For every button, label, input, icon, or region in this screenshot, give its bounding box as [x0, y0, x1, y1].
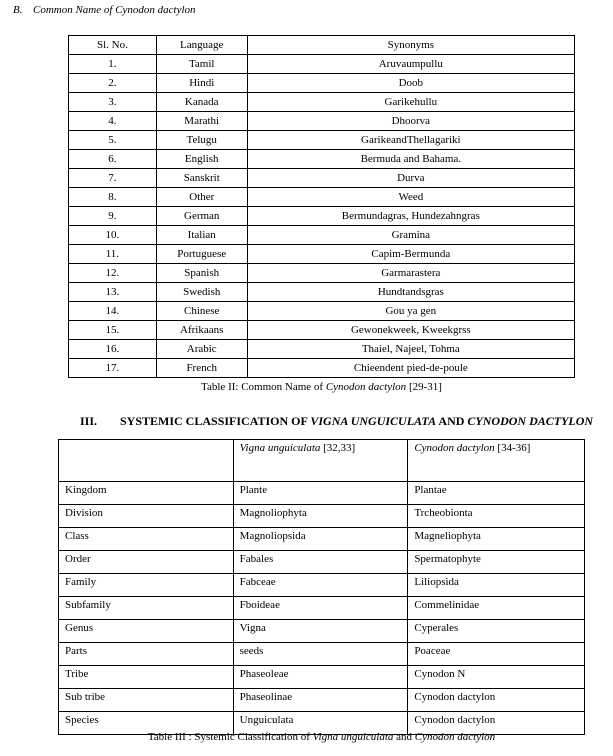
table-row	[69, 283, 575, 302]
cell-synonyms: Thaiel, Najeel, Tohma	[247, 340, 574, 359]
heading-prefix: SYSTEMIC CLASSIFICATION OF	[120, 414, 311, 428]
cell-vigna: Fabales	[233, 551, 408, 574]
cell-vigna: Plante	[233, 482, 408, 505]
cell-language: Hindi	[156, 74, 247, 93]
table-row	[59, 643, 585, 666]
cell-vigna: Fboideae	[233, 597, 408, 620]
cell-synonyms: Garmarastera	[247, 264, 574, 283]
cell-language: Other	[156, 188, 247, 207]
cell-sl-no: 8.	[69, 188, 157, 207]
table-row	[59, 551, 585, 574]
cell-cynodon: Spermatophyte	[408, 551, 585, 574]
cell-rank: Subfamily	[59, 597, 234, 620]
cynodon-ref: [34-36]	[494, 442, 531, 454]
header-cynodon	[408, 440, 585, 482]
cell-synonyms: Bermuda and Bahama.	[247, 150, 574, 169]
caption-mid: and	[393, 731, 415, 743]
cell-rank: Kingdom	[59, 482, 234, 505]
cell-cynodon: Magneliophyta	[408, 528, 585, 551]
section-letter: B.	[13, 4, 23, 16]
table-row	[69, 321, 575, 340]
cell-sl-no: 10.	[69, 226, 157, 245]
table-row	[69, 93, 575, 112]
cell-cynodon: Liliopsida	[408, 574, 585, 597]
cell-language: French	[156, 359, 247, 378]
cell-cynodon: Cyperales	[408, 620, 585, 643]
cell-language: Sanskrit	[156, 169, 247, 188]
table-row	[69, 226, 575, 245]
cell-language: Swedish	[156, 283, 247, 302]
cell-vigna: Phaseolinae	[233, 689, 408, 712]
cell-rank: Genus	[59, 620, 234, 643]
cell-rank: Class	[59, 528, 234, 551]
cell-sl-no: 4.	[69, 112, 157, 131]
table-row	[69, 340, 575, 359]
cell-synonyms: Gramina	[247, 226, 574, 245]
cell-sl-no: 5.	[69, 131, 157, 150]
header-language: Language	[156, 36, 247, 55]
caption-species-1: Vigna unguiculata	[312, 731, 394, 743]
cell-rank: Family	[59, 574, 234, 597]
cell-language: Portuguese	[156, 245, 247, 264]
cell-sl-no: 7.	[69, 169, 157, 188]
cell-cynodon: Plantae	[408, 482, 585, 505]
cell-sl-no: 13.	[69, 283, 157, 302]
vigna-name: Vigna unguiculata	[239, 442, 321, 454]
cell-vigna: Unguiculata	[233, 712, 408, 735]
header-synonyms: Synonyms	[247, 36, 574, 55]
cell-synonyms: Garikehullu	[247, 93, 574, 112]
cell-cynodon: Trcheobionta	[408, 505, 585, 528]
cell-sl-no: 2.	[69, 74, 157, 93]
table-row	[59, 505, 585, 528]
cell-rank: Sub tribe	[59, 689, 234, 712]
cell-vigna: Magnoliopsida	[233, 528, 408, 551]
cell-sl-no: 17.	[69, 359, 157, 378]
classification-header-row	[59, 440, 585, 482]
cell-rank: Division	[59, 505, 234, 528]
cell-vigna: Magnoliophyta	[233, 505, 408, 528]
table-row	[69, 188, 575, 207]
table-row	[69, 169, 575, 188]
cell-vigna: Fabceae	[233, 574, 408, 597]
cynodon-name: Cynodon dactylon	[414, 442, 495, 454]
cell-language: Arabic	[156, 340, 247, 359]
cell-rank: Order	[59, 551, 234, 574]
heading-species-2: CYNODON DACTYLON	[467, 414, 594, 428]
cell-synonyms: Durva	[247, 169, 574, 188]
table-row	[59, 597, 585, 620]
table-row	[69, 150, 575, 169]
cell-synonyms: Dhoorva	[247, 112, 574, 131]
cell-synonyms: Weed	[247, 188, 574, 207]
table-ii-caption	[68, 381, 575, 393]
table-row	[59, 689, 585, 712]
table-header-row	[69, 36, 575, 55]
cell-vigna: Phaseoleae	[233, 666, 408, 689]
cell-sl-no: 3.	[69, 93, 157, 112]
table-row	[69, 302, 575, 321]
cell-synonyms: Bermundagras, Hundezahngras	[247, 207, 574, 226]
vigna-ref: [32,33]	[320, 442, 356, 454]
cell-language: German	[156, 207, 247, 226]
table-row	[69, 359, 575, 378]
cell-synonyms: Doob	[247, 74, 574, 93]
caption-prefix: Table III : Systemic Classification of	[147, 731, 313, 743]
cell-language: Afrikaans	[156, 321, 247, 340]
cell-sl-no: 9.	[69, 207, 157, 226]
table-row	[69, 245, 575, 264]
heading-mid: AND	[436, 414, 468, 428]
cell-rank: Parts	[59, 643, 234, 666]
header-sl-no: Sl. No.	[69, 36, 157, 55]
cell-synonyms: Hundtandsgras	[247, 283, 574, 302]
cell-language: Tamil	[156, 55, 247, 74]
section-title: Common Name of Cynodon dactylon	[33, 4, 196, 16]
table-iii-caption	[58, 731, 585, 743]
cell-language: Chinese	[156, 302, 247, 321]
header-empty	[59, 440, 234, 482]
cell-language: Kanada	[156, 93, 247, 112]
cell-rank: Tribe	[59, 666, 234, 689]
table-row	[59, 528, 585, 551]
caption-species-2: Cynodon dactylon	[414, 731, 496, 743]
cell-synonyms: Capim-Bermunda	[247, 245, 574, 264]
cell-language: Spanish	[156, 264, 247, 283]
cell-sl-no: 1.	[69, 55, 157, 74]
common-names-table	[68, 35, 575, 378]
table-row	[69, 207, 575, 226]
cell-vigna: Vigna	[233, 620, 408, 643]
cell-rank: Species	[59, 712, 234, 735]
table-row	[69, 131, 575, 150]
section-b-heading	[13, 4, 196, 16]
classification-table	[58, 439, 585, 735]
cell-synonyms: Chieendent pied-de-poule	[247, 359, 574, 378]
cell-synonyms: Gou ya gen	[247, 302, 574, 321]
table-row	[69, 264, 575, 283]
cell-language: English	[156, 150, 247, 169]
table-row	[59, 666, 585, 689]
cell-language: Marathi	[156, 112, 247, 131]
cell-cynodon: Poaceae	[408, 643, 585, 666]
cell-sl-no: 15.	[69, 321, 157, 340]
cell-language: Italian	[156, 226, 247, 245]
cell-sl-no: 12.	[69, 264, 157, 283]
cell-cynodon: Cynodon dactylon	[408, 689, 585, 712]
table-row	[59, 482, 585, 505]
section-number: III.	[80, 414, 98, 428]
cell-vigna: seeds	[233, 643, 408, 666]
heading-species-1: VIGNA UNGUICULATA	[310, 414, 437, 428]
cell-sl-no: 6.	[69, 150, 157, 169]
caption-prefix: Table II: Common Name of	[201, 381, 326, 393]
table-row	[69, 55, 575, 74]
cell-sl-no: 16.	[69, 340, 157, 359]
cell-cynodon: Cynodon dactylon	[408, 712, 585, 735]
cell-sl-no: 11.	[69, 245, 157, 264]
cell-language: Telugu	[156, 131, 247, 150]
cell-synonyms: Aruvaumpullu	[247, 55, 574, 74]
caption-refs: [29-31]	[406, 381, 442, 393]
cell-cynodon: Commelinidae	[408, 597, 585, 620]
header-vigna	[233, 440, 408, 482]
cell-synonyms: GarikeandThellagariki	[247, 131, 574, 150]
table-row	[69, 74, 575, 93]
table-row	[59, 574, 585, 597]
cell-synonyms: Gewonekweek, Kweekgrss	[247, 321, 574, 340]
section-iii-heading	[80, 414, 593, 429]
table-row	[59, 620, 585, 643]
caption-species: Cynodon dactylon	[325, 381, 407, 393]
cell-sl-no: 14.	[69, 302, 157, 321]
cell-cynodon: Cynodon N	[408, 666, 585, 689]
table-row	[69, 112, 575, 131]
